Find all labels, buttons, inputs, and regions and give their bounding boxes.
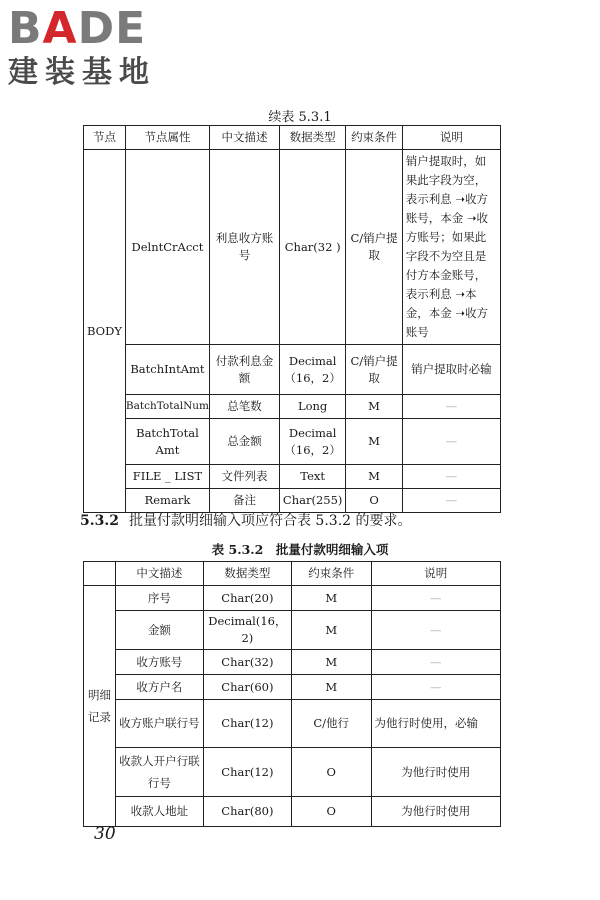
desc-cell: 收款人开户行联行号 (115, 748, 203, 797)
type-cell: Decimal（16，2） (279, 419, 345, 465)
table1-header-cell: 节点 (84, 126, 126, 150)
type-cell: Char(80) (203, 797, 291, 827)
table2-caption: 表 5.3.2 批量付款明细输入项 (211, 542, 389, 557)
note-cell: 为他行时使用 (371, 748, 500, 797)
table2-header-cell: 中文描述 (115, 562, 203, 586)
table1-caption: 续表 5.3.1 (268, 110, 332, 125)
constraint-cell: M (291, 650, 371, 675)
type-cell: Decimal（16，2） (279, 345, 345, 395)
type-cell: Char(32 ) (279, 150, 345, 345)
constraint-cell: C/销户提取 (346, 345, 402, 395)
table-row (84, 586, 501, 611)
table-row (84, 797, 501, 827)
desc-cell: 收款人地址 (115, 797, 203, 827)
section-text: 批量付款明细输入项应符合表 5.3.2 的要求。 (128, 513, 412, 529)
desc-cell: 付款利息金额 (210, 345, 280, 395)
desc-cell: 利息收方账号 (210, 150, 280, 345)
logo-wordmark: BADE (8, 3, 147, 54)
table1-header-row (84, 126, 501, 150)
note-cell: — (402, 465, 500, 489)
desc-cell: 总金额 (210, 419, 280, 465)
logo-subtitle: 建装基地 (8, 55, 156, 90)
type-cell: Char(255) (279, 489, 345, 513)
note-cell: 为他行时使用，必输 (371, 700, 500, 748)
table-row (84, 748, 501, 797)
note-cell: — (402, 489, 500, 513)
type-cell: Char(12) (203, 748, 291, 797)
constraint-cell: C/销户提取 (346, 150, 402, 345)
desc-cell: 金额 (115, 611, 203, 650)
desc-cell: 收方户名 (115, 675, 203, 700)
logo (8, 3, 183, 90)
table-row (84, 395, 501, 419)
table-row (84, 650, 501, 675)
constraint-cell: M (291, 675, 371, 700)
desc-cell: 收方账号 (115, 650, 203, 675)
constraint-cell: O (346, 489, 402, 513)
type-cell: Text (279, 465, 345, 489)
constraint-cell: M (346, 419, 402, 465)
note-cell: — (402, 419, 500, 465)
constraint-cell: O (291, 748, 371, 797)
node-cell: BODY (84, 150, 126, 513)
desc-cell: 序号 (115, 586, 203, 611)
table1-header-cell: 节点属性 (125, 126, 209, 150)
table-row (84, 489, 501, 513)
note-cell: 为他行时使用 (371, 797, 500, 827)
table1-header-cell: 数据类型 (279, 126, 345, 150)
type-cell: Decimal(16，2) (203, 611, 291, 650)
constraint-cell: M (291, 586, 371, 611)
table-row (84, 700, 501, 748)
section-heading (80, 510, 412, 530)
table2-header-cell (84, 562, 116, 586)
table-row (84, 611, 501, 650)
table2 (83, 561, 501, 827)
constraint-cell: C/他行 (291, 700, 371, 748)
table-row (84, 675, 501, 700)
attr-cell: DelntCrAcct (125, 150, 209, 345)
attr-cell: BatchTotal Amt (125, 419, 209, 465)
constraint-cell: M (346, 465, 402, 489)
table-row (84, 419, 501, 465)
page-number: 30 (94, 824, 116, 844)
note-cell: — (371, 586, 500, 611)
type-cell: Char(32) (203, 650, 291, 675)
table-row (84, 465, 501, 489)
constraint-cell: M (291, 611, 371, 650)
desc-cell: 文件列表 (210, 465, 280, 489)
table1 (83, 125, 501, 513)
attr-cell: BatchIntAmt (125, 345, 209, 395)
table2-header-cell: 约束条件 (291, 562, 371, 586)
desc-cell: 备注 (210, 489, 280, 513)
note-cell: 销户提取时必输 (402, 345, 500, 395)
table2-header-row (84, 562, 501, 586)
table1-header-cell: 中文描述 (210, 126, 280, 150)
table-row (84, 150, 501, 345)
desc-cell: 收方账户联行号 (115, 700, 203, 748)
type-cell: Char(20) (203, 586, 291, 611)
attr-cell: FILE _ LIST (125, 465, 209, 489)
constraint-cell: O (291, 797, 371, 827)
group-cell: 明细记录 (84, 586, 116, 827)
note-cell: 销户提取时，如果此字段为空，表示利息 ➝收方账号，本金 ➝收方账号；如果此字段不为空且是付方本金账号，表示利息 ➝本金，本金 ➝收方账号 (402, 150, 500, 345)
table1-header-cell: 说明 (402, 126, 500, 150)
constraint-cell: M (346, 395, 402, 419)
table1-header-cell: 约束条件 (346, 126, 402, 150)
table2-header-cell: 数据类型 (203, 562, 291, 586)
attr-cell: Remark (125, 489, 209, 513)
note-cell: — (371, 611, 500, 650)
attr-cell: BatchTotalNum (125, 395, 209, 419)
note-cell: — (371, 675, 500, 700)
type-cell: Char(60) (203, 675, 291, 700)
note-cell: — (402, 395, 500, 419)
section-number: 5.3.2 (80, 513, 119, 529)
table-row (84, 345, 501, 395)
note-cell: — (371, 650, 500, 675)
desc-cell: 总笔数 (210, 395, 280, 419)
type-cell: Char(12) (203, 700, 291, 748)
type-cell: Long (279, 395, 345, 419)
table2-header-cell: 说明 (371, 562, 500, 586)
